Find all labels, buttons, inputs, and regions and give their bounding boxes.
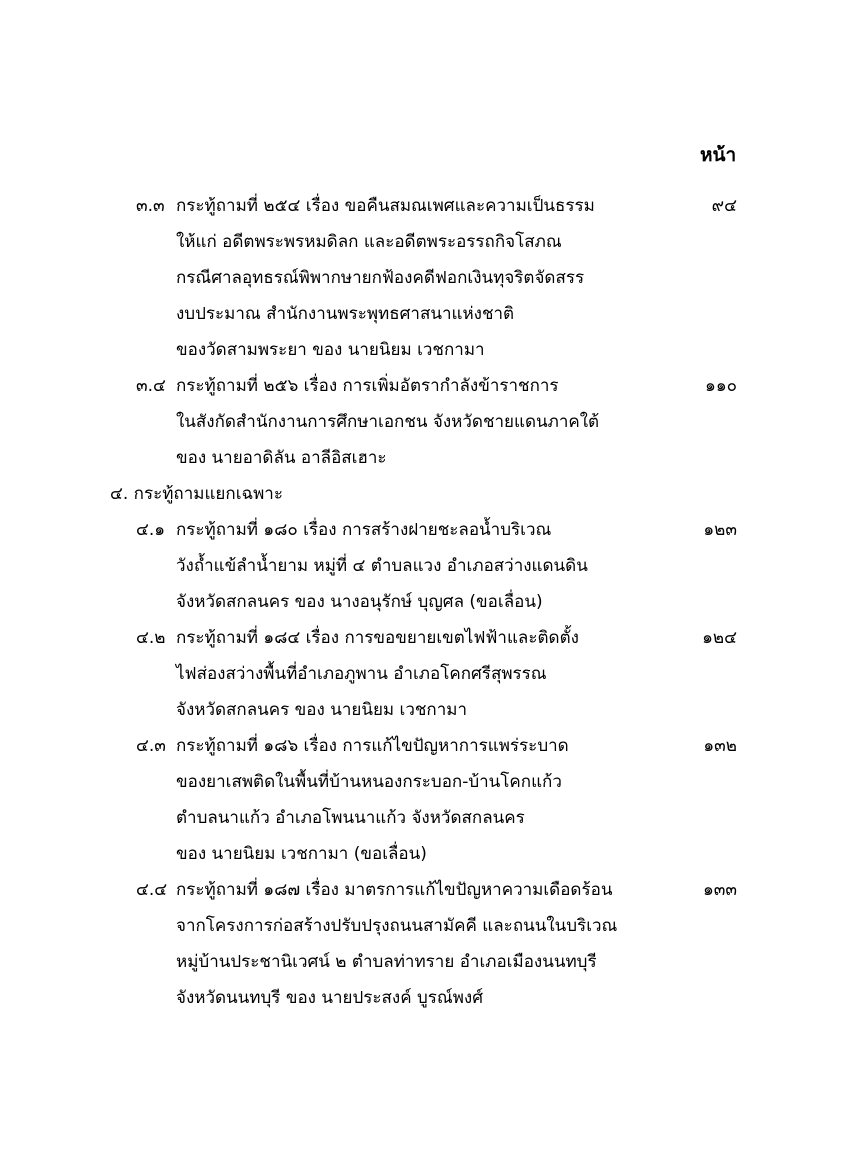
entry-page-number: ๑๓๒ [703, 736, 737, 756]
entry-line: กระทู้ถามที่ ๒๕๖ เรื่อง การเพิ่มอัตรากำลังข้าราชการ [176, 376, 559, 396]
entry-line: วังถ้ำแข้ลำน้ำยาม หมู่ที่ ๔ ตำบลแวง อำเภอสว่างแดนดิน [176, 556, 588, 576]
entry-line: กรณีศาลอุทธรณ์พิพากษายกฟ้องคดีฟอกเงินทุจริตจัดสรร [176, 268, 585, 288]
entry-line: ของวัดสามพระยา ของ นายนิยม เวชกามา [176, 340, 485, 360]
entry-line: ตำบลนาแก้ว อำเภอโพนนาแก้ว จังหวัดสกลนคร [176, 808, 525, 828]
entry-line: ให้แก่ อดีตพระพรหมดิลก และอดีตพระอรรถกิจโสภณ [176, 232, 562, 252]
entry-line: จังหวัดนนทบุรี ของ นายประสงค์ บูรณ์พงศ์ [176, 988, 483, 1008]
entry-line: กระทู้ถามที่ ๑๘๐ เรื่อง การสร้างฝายชะลอน้ำบริเวณ [176, 520, 552, 540]
entry-page-number: ๙๔ [711, 196, 737, 216]
entry-line: จังหวัดสกลนคร ของ นายนิยม เวชกามา [176, 700, 468, 720]
entry-line: ของ นายอาดิลัน อาลีอิสเฮาะ [176, 448, 387, 468]
entry-number: ๓.๓ [136, 196, 165, 216]
entry-line: กระทู้ถามที่ ๒๕๔ เรื่อง ขอคืนสมณเพศและความเป็นธรรม [176, 196, 595, 216]
entry-page-number: ๑๑๐ [705, 376, 737, 396]
entry-line: กระทู้ถามที่ ๑๘๖ เรื่อง การแก้ไขปัญหาการแพร่ระบาด [176, 736, 569, 756]
entry-line: กระทู้ถามที่ ๑๘๗ เรื่อง มาตรการแก้ไขปัญหาความเดือดร้อน [176, 880, 613, 900]
entry-number: ๓.๔ [136, 376, 166, 396]
entry-number: ๔.๓ [136, 736, 166, 756]
entry-line: จากโครงการก่อสร้างปรับปรุงถนนสามัคคี และถนนในบริเวณ [176, 916, 618, 936]
entry-line: ของ นายนิยม เวชกามา (ขอเลื่อน) [176, 844, 427, 864]
entry-line: หมู่บ้านประชานิเวศน์ ๒ ตำบลท่าทราย อำเภอเมืองนนทบุรี [176, 952, 597, 972]
entry-line: จังหวัดสกลนคร ของ นางอนุรักษ์ บุญศล (ขอเลื่อน) [176, 592, 543, 612]
page-column-label: หน้า [700, 144, 737, 166]
entry-line: ไฟส่องสว่างพื้นที่อำเภอภูพาน อำเภอโคกศรีสุพรรณ [176, 664, 547, 684]
entry-line: งบประมาณ สำนักงานพระพุทธศาสนาแห่งชาติ [176, 304, 515, 324]
entry-number: ๔.๒ [136, 628, 166, 648]
entry-line: ของยาเสพติดในพื้นที่บ้านหนองกระบอก-บ้านโคกแก้ว [176, 772, 562, 792]
entry-number: ๔.๑ [136, 520, 166, 540]
entry-page-number: ๑๓๓ [702, 880, 737, 900]
entry-line: กระทู้ถามที่ ๑๘๔ เรื่อง การขอขยายเขตไฟฟ้าและติดตั้ง [176, 628, 579, 648]
entry-page-number: ๑๒๓ [703, 520, 737, 540]
entry-number: ๔.๔ [136, 880, 168, 900]
entry-line: ในสังกัดสำนักงานการศึกษาเอกชน จังหวัดชายแดนภาคใต้ [176, 412, 600, 432]
entry-page-number: ๑๒๔ [702, 628, 737, 648]
